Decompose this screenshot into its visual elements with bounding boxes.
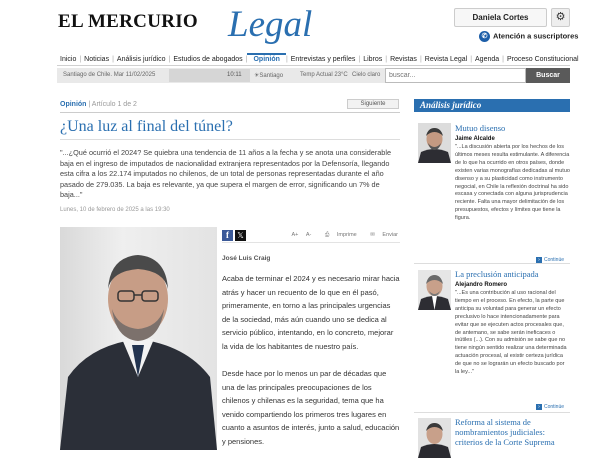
arrow-right-icon: ›: [536, 404, 542, 410]
divider: [414, 263, 570, 264]
arrow-right-icon: ›: [536, 257, 542, 263]
paragraph: Desde hace por lo menos un par de décadas que una de las principales preocupaciones de los chilenos y chilenas es la seguridad, tema que ha venido compartiendo los primeros tres lugares en cuanto a asuntos de interés, junto a salud, educación y pensiones.: [222, 369, 400, 446]
nav-separator: |: [502, 56, 504, 63]
nav-item-estudios[interactable]: Estudios de abogados: [173, 56, 243, 63]
sun-icon: ☀: [254, 73, 260, 79]
paragraph: Acaba de terminar el 2024 y es necesario mirar hacia atrás y hacer un recuento de lo que en él pasó, primeramente, en torno a las principales urgencias de la sociedad, más aún cuando uno se dedica al servicio público, intentando, en lo concreto, mejorar la vida de los habitantes de nuestro país.: [222, 274, 400, 351]
sidebar-article-title[interactable]: Mutuo disenso: [455, 123, 506, 133]
nav-separator: |: [470, 56, 473, 63]
nav-item-opinion[interactable]: Opinión: [247, 53, 285, 65]
support-label: Atención a suscriptores: [493, 31, 579, 41]
nav-item-entrevistas[interactable]: Entrevistas y perfiles: [290, 56, 356, 63]
main-nav: [57, 53, 579, 66]
current-time-box: [169, 69, 250, 82]
envelope-icon: ✉: [370, 232, 375, 238]
author-thumbnail[interactable]: [418, 418, 451, 458]
article-lead: "...¿Qué ocurrió el 2024? Se quiebra una tendencia de 11 años a la fecha y se anota una considerable baja en el ingreso de imputados de nacionalidad extranjera representados por la Defensoría, llegando esta cifra a los 22.174 imputados no chilenos, de un total de personas representadas durante el año pasado de 279.035. La baja es relevante, ya que supera el margen de error, significando un 7% de baja...": [60, 148, 392, 200]
breadcrumb-section[interactable]: Opinión: [60, 101, 87, 108]
article-date: Lunes, 10 de febrero de 2025 a las 19:30: [60, 207, 170, 213]
font-decrease-button[interactable]: A-: [305, 232, 312, 238]
sidebar-article-author: Alejandro Romero: [455, 282, 508, 288]
nav-item-libros[interactable]: Libros: [363, 56, 383, 63]
nav-separator: |: [79, 56, 82, 63]
nav-separator: |: [168, 56, 171, 63]
divider: [60, 112, 400, 113]
search-button[interactable]: Buscar: [526, 68, 570, 83]
font-increase-button[interactable]: A+: [291, 232, 299, 238]
nav-item-agenda[interactable]: Agenda: [475, 56, 500, 63]
header: [0, 0, 600, 50]
phone-icon: ✆: [479, 31, 490, 42]
send-button[interactable]: [364, 232, 398, 238]
nav-separator: |: [285, 56, 288, 63]
article-author: José Luis Craig: [222, 255, 271, 262]
nav-item-revistas[interactable]: Revistas: [390, 56, 417, 63]
search-input[interactable]: [385, 68, 526, 83]
continue-link[interactable]: [536, 404, 564, 410]
sky-condition: Cielo claro: [352, 72, 381, 78]
nav-separator: |: [112, 56, 114, 63]
sidebar-article-excerpt: "...Es una contribución al uso racional del tiempo en el proceso. En efecto, la parte que anticipa su voluntad para generar un efecto preclusivo lo hace intencionadamente para evitar que se ejecuten actos procesales que, de antemano, se sabe serán ineficaces o inútiles (...). Con su admisión se sabe que no tiene ningún sentido realizar una determinada actuación procesal, al existir certeza jurídica de que no se lograrán un efecto buscado por la ley...": [455, 290, 567, 376]
weather-city: Santiago: [259, 73, 284, 79]
article-title: ¿Una luz al final del túnel?: [60, 118, 233, 135]
sidebar-heading[interactable]: Análisis jurídico: [414, 99, 570, 112]
author-thumbnail[interactable]: [418, 270, 451, 310]
continue-label: Continúe: [543, 257, 564, 263]
share-toolbar: [222, 230, 400, 243]
article-counter: Artículo 1 de 2: [91, 101, 137, 108]
sidebar-article: [414, 120, 570, 263]
sidebar-article: [414, 415, 570, 450]
sidebar-article-title[interactable]: Reforma al sistema de nombramientos judiciales: criterios de la Corte Suprema: [455, 417, 555, 447]
gear-icon[interactable]: ⚙: [551, 8, 570, 27]
current-date: Santiago de Chile. Mar 11/02/2025: [63, 72, 156, 78]
divider: [60, 139, 400, 140]
author-portrait-illustration: [60, 227, 217, 450]
section-logo[interactable]: Legal: [228, 4, 313, 45]
sidebar-article: [414, 266, 570, 410]
print-button[interactable]: [319, 232, 357, 238]
nav-item-proceso[interactable]: Proceso Constitucional: [506, 56, 579, 63]
nav-separator: |: [419, 56, 422, 63]
author-thumbnail-illustration: [418, 418, 451, 458]
brand-logo[interactable]: EL MERCURIO: [58, 11, 199, 32]
author-thumbnail-illustration: [418, 123, 451, 163]
continue-label: Continúe: [543, 404, 564, 410]
author-photo: [60, 227, 217, 450]
sidebar-article-title[interactable]: La preclusión anticipada: [455, 269, 539, 279]
nav-item-inicio[interactable]: Inicio: [60, 56, 77, 63]
printer-icon: ⎙: [324, 232, 330, 238]
facebook-icon[interactable]: f: [222, 230, 233, 241]
article-body: [222, 272, 400, 462]
sidebar-article-excerpt: "...La discusión abierta por los hechos de los últimos meses resulta estimulante. A diferencia de lo que ha ocurrido en otros países, donde existen varias monografías dedicadas al mutuo disenso y a su plasticidad como instrumento negocial, en Chile la reflexión doctrinal ha sido escasa y conectada con alguna jurisprudencia reciente. Falta una mayor delimitación de los presupuestos, efectos y límites que tiene la figura.: [455, 144, 570, 222]
author-thumbnail[interactable]: [418, 123, 451, 163]
nav-item-noticias[interactable]: Noticias: [84, 56, 110, 63]
x-twitter-icon[interactable]: 𝕏: [235, 230, 246, 241]
sidebar-article-author: Jaime Alcalde: [455, 136, 495, 142]
divider: [414, 412, 570, 413]
temperature: Temp Actual 23°C: [300, 72, 348, 78]
weather: [254, 72, 283, 79]
send-label: Enviar: [382, 232, 398, 238]
nav-separator: |: [358, 56, 361, 63]
author-thumbnail-illustration: [418, 270, 451, 310]
print-label: Imprime: [336, 232, 357, 238]
nav-separator: |: [385, 56, 388, 63]
user-button[interactable]: Daniela Cortes: [454, 8, 547, 27]
nav-item-revista-legal[interactable]: Revista Legal: [424, 56, 468, 63]
breadcrumb: Opinión | Artículo 1 de 2: [60, 101, 137, 108]
next-article-button[interactable]: Siguiente: [347, 99, 399, 109]
support-link[interactable]: [479, 31, 578, 42]
nav-item-analisis[interactable]: Análisis jurídico: [116, 56, 166, 63]
article-tools: [285, 232, 398, 239]
current-time: 10:11: [227, 72, 242, 78]
